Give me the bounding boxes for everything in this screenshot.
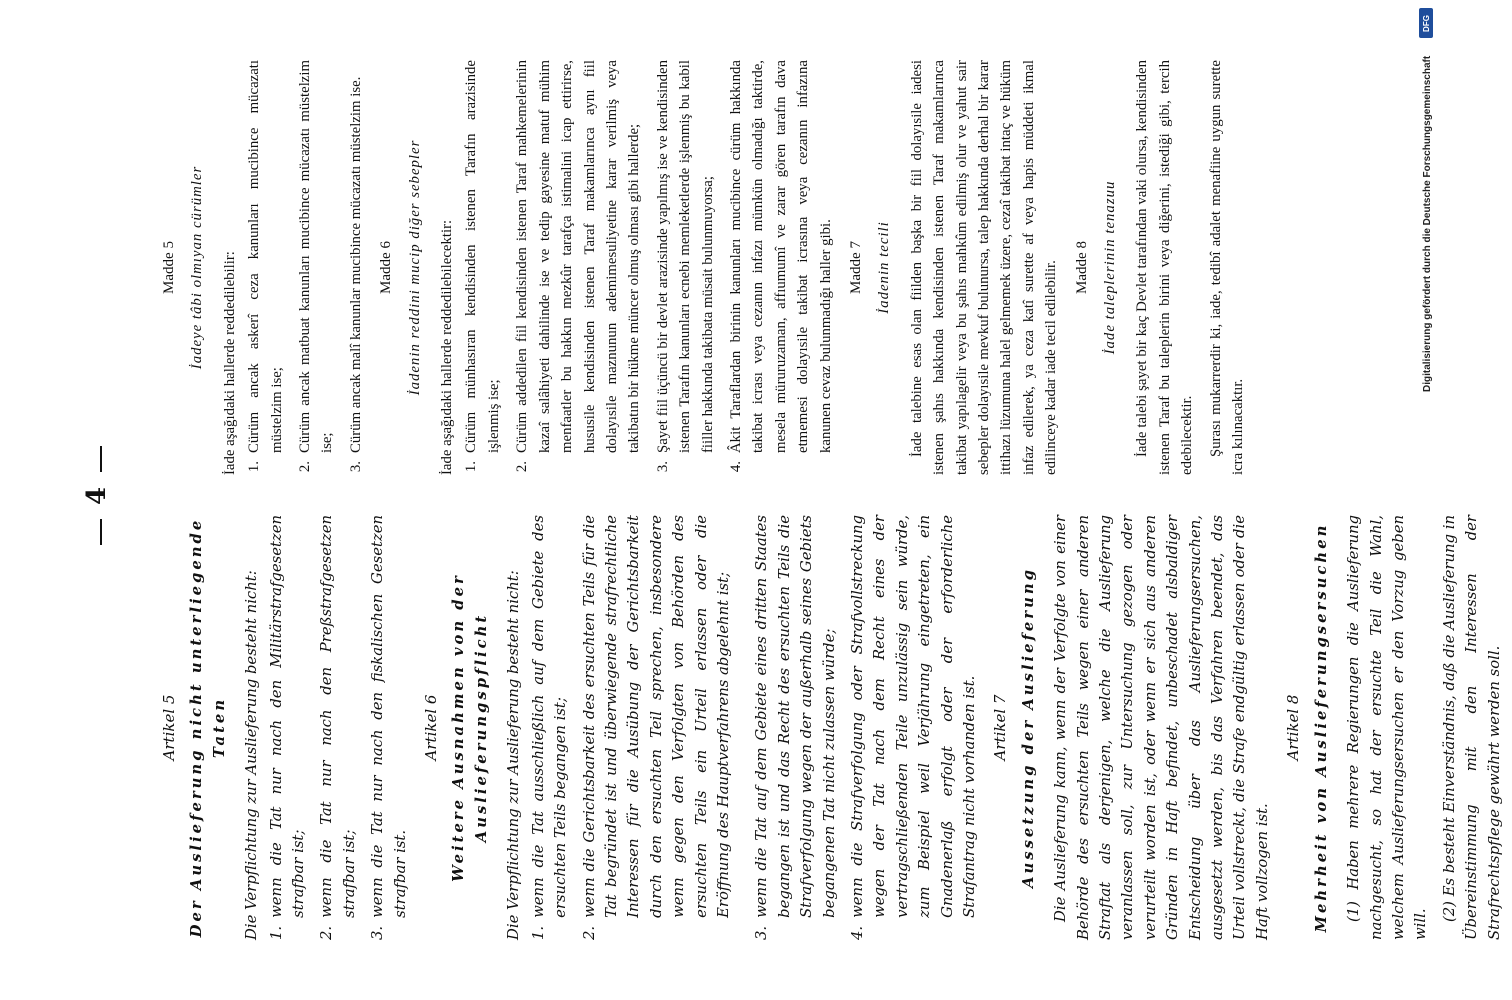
spacer xyxy=(741,515,751,940)
header-dash-right xyxy=(100,446,102,472)
list-item: 3. wenn die Tat auf dem Gebiete eines dritten Staates begangen ist und das Recht des ersuchten Teils die Strafverfolgung wegen der außerhalb seines Gebiets begangenen Tat nicht zulassen würde; xyxy=(753,515,838,940)
page-number: 4 xyxy=(82,486,112,505)
german-article-8-title: Artikel 8 xyxy=(1284,694,1303,761)
german-article-8-para-1: (1) Haben mehrere Regierungen die Auslieferung nachgesucht, so hat der ersuchte Teil die Wahl, welchem Auslieferungsersuchen er den Vorzug geben will. xyxy=(1345,515,1430,940)
turkish-article-5-intro: İade aşağıdaki hallerde reddedilebilir: xyxy=(221,251,238,475)
turkish-article-6-title: Madde 6 xyxy=(378,241,395,294)
german-article-5-intro: Die Verpflichtung zur Auslieferung besteht nicht: xyxy=(243,570,261,940)
list-item: 2. Cürüm addedilen fiil kendisinden istenen Taraf mahkemelerinin kazaî salâhiyeti dahilinde ise ve tedip gayesine matuf mühim menfaatler bu hakkın mezkûr tarafça istimalini icap ettirirse, hususile kendisinden istenen Taraf makamlarınca aynı fiil dolayısile maznunun ademimesuliyetine karar verilmiş veya takibatın bir hükme müncer olmuş olması gibi hallerde; xyxy=(514,60,643,473)
turkish-article-5-title: Madde 5 xyxy=(161,241,177,294)
list-item: 1. Cürüm münhasıran kendisinden istenen Tarafın arazisinde işlenmiş ise; xyxy=(463,60,502,473)
list-item: 3. wenn die Tat nur nach den fiskalischen Gesetzen strafbar ist. xyxy=(369,515,409,940)
turkish-article-8-title: Madde 8 xyxy=(1073,241,1090,294)
german-article-5-heading: Der Auslieferung nicht unterliegende Taten xyxy=(188,517,228,938)
german-article-5-title: Artikel 5 xyxy=(160,694,178,761)
turkish-article-7-text: İade talebine esas olan fiilden başka bir fiil dolayısile iadesi istenen şahıs hakkında kendisinden istenen Taraf makamlarınca takibat yapılagelir veya bu şahıs mahkûm edilmiş olur ve yahut sair sebepler dolayısile mevkuf bulunursa, talep hakkında derhal bir karar ittihazı lüzumuna halel gelmemek üzere, cezaî takibat intaç ve hüküm infaz edilerek, ya ceza katî surette af veya hapis müddeti ikmal edilinceye kadar iade tecil edilebilir. xyxy=(908,60,1060,475)
list-item: 2. Cürüm ancak matbuat kanunları mucibince mücazatı müstelzim ise; xyxy=(297,60,336,473)
german-article-7-text: Die Auslieferung kann, wenn der Verfolgte von einer Behörde des ersuchten Teils wegen einer anderen Straftat als derjenigen, welche die Auslieferung veranlassen soll, zur Untersuchung gezogen oder verurteilt worden ist, oder wenn er sich aus anderen Gründen in Haft befindet, unbeschadet alsbaldiger Entscheidung über das Auslieferungsersuchen, ausgesetzt werden, bis das Verfahren beendet, das Urteil vollstreckt, die Strafe endgültig erlassen oder die Haft vollzogen ist. xyxy=(1052,515,1271,940)
list-item: 3. Cürüm ancak malî kanunlar mucibince mücazatı müstelzim ise. xyxy=(347,76,364,473)
german-article-6-intro: Die Verpflichtung zur Auslieferung besteht nicht: xyxy=(505,570,523,940)
list-item: 1. wenn die Tat ausschließlich auf dem Gebiete des ersuchten Teils begangen ist; xyxy=(529,515,570,940)
german-article-7-title: Artikel 7 xyxy=(991,694,1010,761)
list-item: 4. wenn die Strafverfolgung oder Strafvollstreckung wegen der Tat nach dem Recht eines der vertragschließenden Teile unzulässig sein würde, zum Beispiel weil Verjährung eingetreten, ein Gnadenerlaß erfolgt oder der erforderliche Strafantrag nicht vorhanden ist. xyxy=(848,515,978,940)
list-item: 2. wenn die Tat nur nach den Preßstrafgesetzen strafbar ist; xyxy=(318,515,358,940)
dfg-logo: DFG xyxy=(1419,8,1433,38)
turkish-article-6-heading: İadenin reddini mucip diğer sebepler xyxy=(406,139,423,396)
turkish-article-8-heading: İade taleplerinin tenazuu xyxy=(1102,180,1119,355)
german-article-6-title: Artikel 6 xyxy=(422,694,441,761)
turkish-article-7-title: Madde 7 xyxy=(847,241,864,294)
turkish-article-7-heading: İadenin tecili xyxy=(876,221,893,314)
digitization-note: Digitalisierung gefördert durch die Deutsche Forschungsgemeinschaft xyxy=(1422,55,1433,392)
list-item: 2. wenn die Gerichtsbarkeit des ersuchten Teils für die Tat begründet ist und überwiegende strafrechtliche Interessen für die Ausübung der Gerichtsbarkeit durch den ersuchten Teil sprechen, insbesondere wenn gegen den Verfolgten von Behörden des ersuchten Teils ein Urteil erlassen oder die Eröffnung des Hauptverfahrens abgelehnt ist; xyxy=(580,515,732,940)
turkish-article-8-para-1: İade talebi şayet bir kaç Devlet tarafından vaki olursa, kendisinden istenen Taraf bu taleplerin birini veya diğerini, istediği gibi, tercih edebilecektir. xyxy=(1134,60,1196,475)
turkish-column xyxy=(150,60,1255,475)
header-dash-left xyxy=(100,519,102,545)
german-column xyxy=(150,515,1512,940)
list-item: 4. Âkit Taraflardan birinin kanunları mucibince cürüm hakkında takibat icrası veya cezanın infazı mümkün olmadığı taktirde, mesela müruruzaman, affıumumî ve zarar gören tarafın dava etmemesi dolayısile takibat icrasına veya cezanın infazına kanunen cevaz bulunmadığı haller gibi. xyxy=(727,60,834,473)
turkish-article-6-intro: İade aşağıdaki hallerde reddedilebilecektir: xyxy=(439,219,456,475)
german-article-8-para-2: (2) Es besteht Einverständnis, daß die Auslieferung in Übereinstimmung mit den Interessen der Strafrechtspflege gewährt werden soll. xyxy=(1440,515,1503,940)
turkish-article-8-para-2: Şurası mukarrerdir ki, iade, tedibî adalet menafiine uygun surette icra kılınacaktır. xyxy=(1207,60,1247,475)
german-article-6-heading: Weitere Ausnahmen von der Auslieferungspflicht xyxy=(450,573,490,882)
list-item: 1. Cürüm ancak askerî ceza kanunları mucibince mücazatı müstelzim ise; xyxy=(246,60,285,473)
german-article-7-heading: Aussetzung der Auslieferung xyxy=(1019,567,1037,888)
list-item: 1. wenn die Tat nur nach den Militärstrafgesetzen strafbar ist; xyxy=(267,515,308,940)
german-article-8-heading: Mehrheit von Auslieferungsersuchen xyxy=(1312,522,1330,933)
turkish-article-5-heading: İadeye tâbi olmıyan cürümler xyxy=(189,165,206,370)
list-item: 3. Şayet fiil üçüncü bir devlet arazisinde yapılmış ise ve kendisinden istenen Tarafın kanunları ecnebi memleketlerde işlenmiş bu kabil fiiller hakkında takibata müsait bulunmuyorsa; xyxy=(654,60,716,473)
